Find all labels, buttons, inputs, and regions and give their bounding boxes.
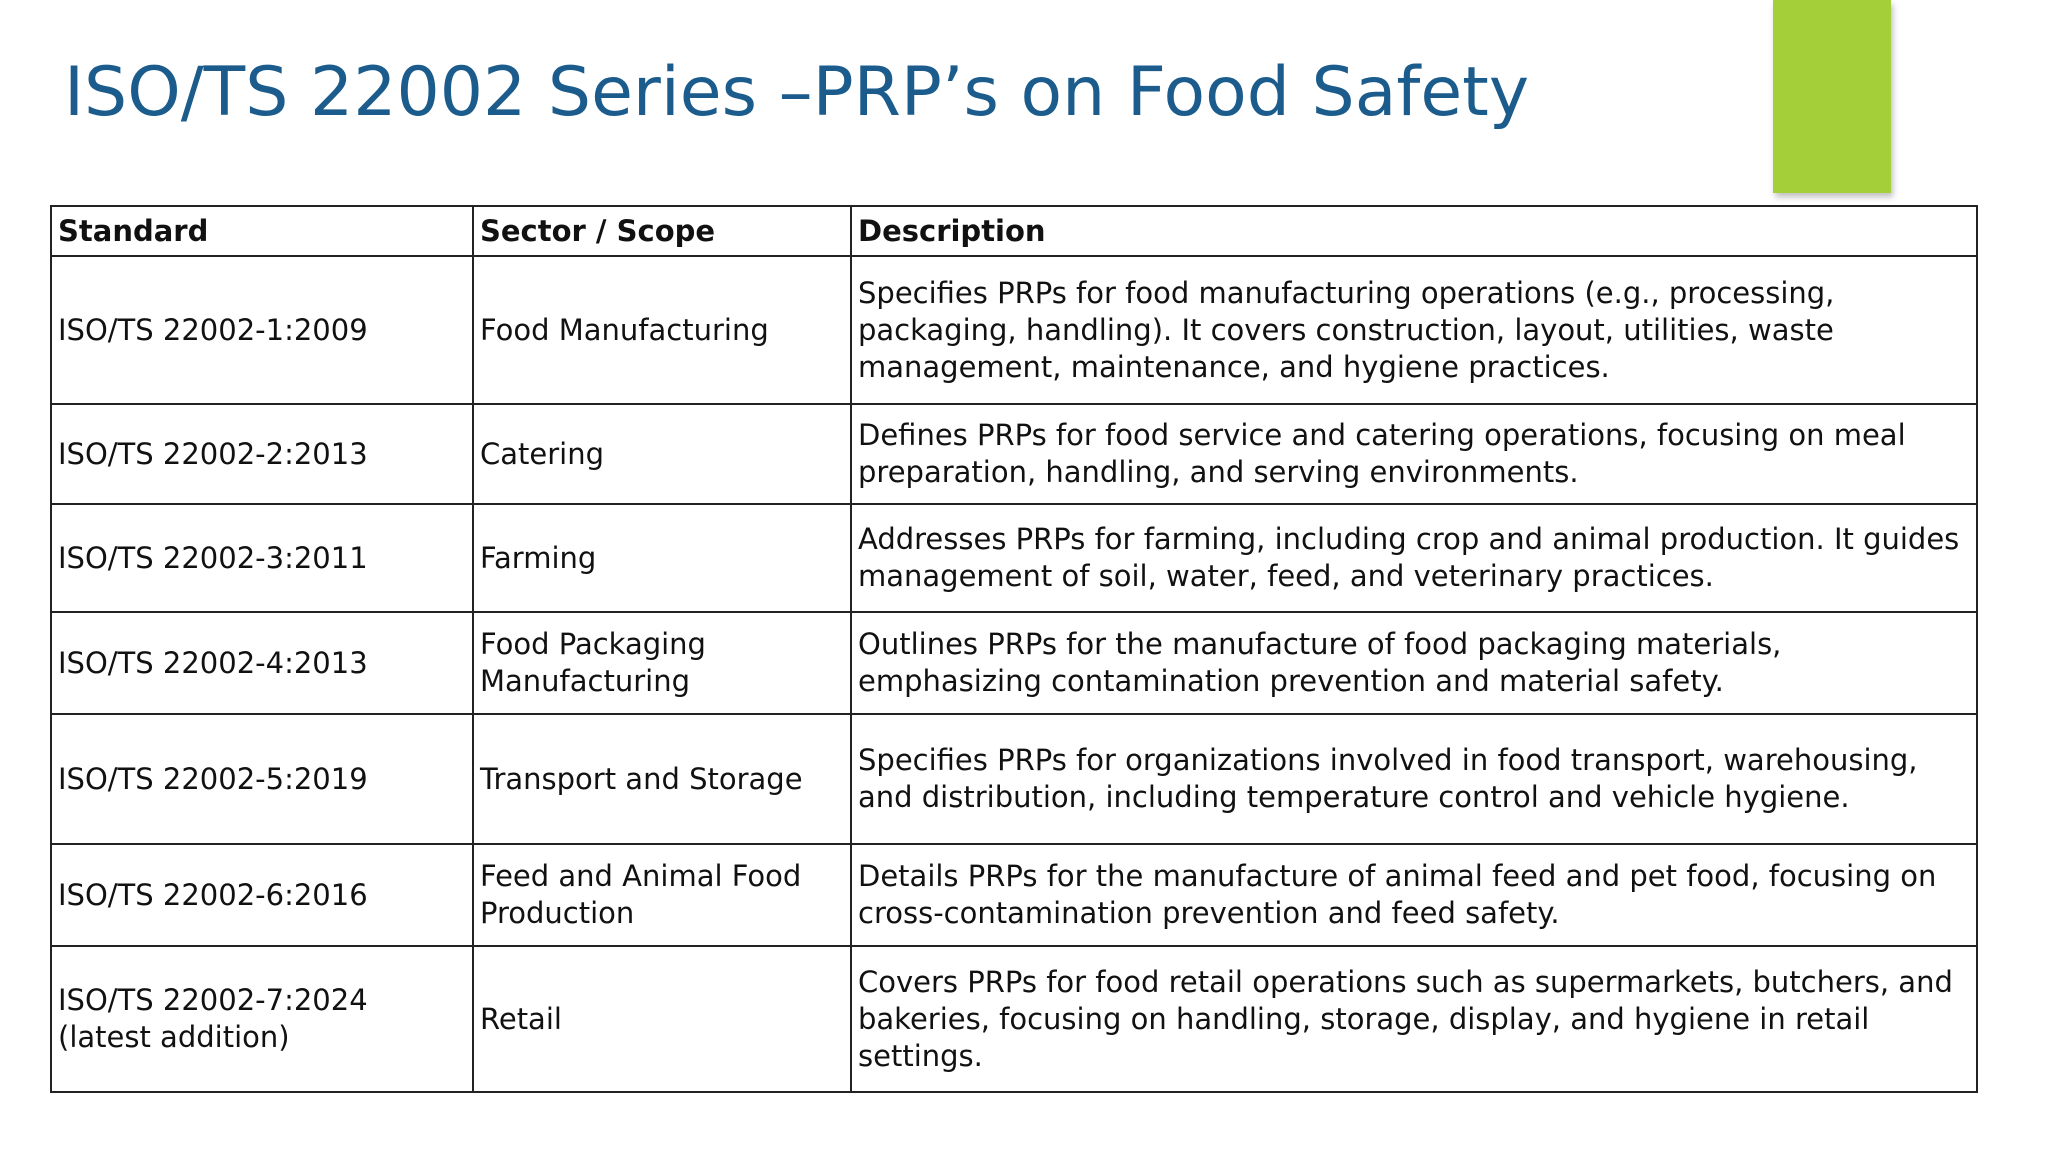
table-row <box>51 946 1977 1092</box>
table-row <box>51 714 1977 844</box>
cell-description: Defines PRPs for food service and catering operations, focusing on meal preparation, handling, and serving environments. <box>851 404 1977 504</box>
table-row <box>51 256 1977 404</box>
cell-standard: ISO/TS 22002-5:2019 <box>51 714 473 844</box>
table-row <box>51 844 1977 946</box>
cell-description: Specifies PRPs for food manufacturing operations (e.g., processing, packaging, handling). It covers construction, layout, utilities, waste management, maintenance, and hygiene practices. <box>851 256 1977 404</box>
cell-sector: Feed and Animal Food Production <box>473 844 851 946</box>
cell-standard: ISO/TS 22002-6:2016 <box>51 844 473 946</box>
cell-sector: Food Packaging Manufacturing <box>473 612 851 714</box>
cell-sector: Catering <box>473 404 851 504</box>
cell-description: Details PRPs for the manufacture of animal feed and pet food, focusing on cross-contamination prevention and feed safety. <box>851 844 1977 946</box>
cell-description: Covers PRPs for food retail operations such as supermarkets, butchers, and bakeries, focusing on handling, storage, display, and hygiene in retail settings. <box>851 946 1977 1092</box>
cell-description: Addresses PRPs for farming, including crop and animal production. It guides management of soil, water, feed, and veterinary practices. <box>851 504 1977 612</box>
prp-table <box>50 205 1978 1093</box>
table-row <box>51 504 1977 612</box>
cell-standard: ISO/TS 22002-2:2013 <box>51 404 473 504</box>
cell-standard: ISO/TS 22002-3:2011 <box>51 504 473 612</box>
table-row <box>51 404 1977 504</box>
table-row <box>51 612 1977 714</box>
header-description: Description <box>851 206 1977 256</box>
cell-sector: Retail <box>473 946 851 1092</box>
cell-description: Outlines PRPs for the manufacture of food packaging materials, emphasizing contamination prevention and material safety. <box>851 612 1977 714</box>
cell-description: Specifies PRPs for organizations involved in food transport, warehousing, and distribution, including temperature control and vehicle hygiene. <box>851 714 1977 844</box>
cell-standard: ISO/TS 22002-7:2024 (latest addition) <box>51 946 473 1092</box>
accent-bar <box>1773 0 1891 193</box>
cell-sector: Food Manufacturing <box>473 256 851 404</box>
cell-sector: Farming <box>473 504 851 612</box>
cell-standard: ISO/TS 22002-4:2013 <box>51 612 473 714</box>
cell-standard: ISO/TS 22002-1:2009 <box>51 256 473 404</box>
cell-sector: Transport and Storage <box>473 714 851 844</box>
header-sector: Sector / Scope <box>473 206 851 256</box>
table-header-row <box>51 206 1977 256</box>
slide-title: ISO/TS 22002 Series –PRP’s on Food Safety <box>64 53 1530 132</box>
header-standard: Standard <box>51 206 473 256</box>
